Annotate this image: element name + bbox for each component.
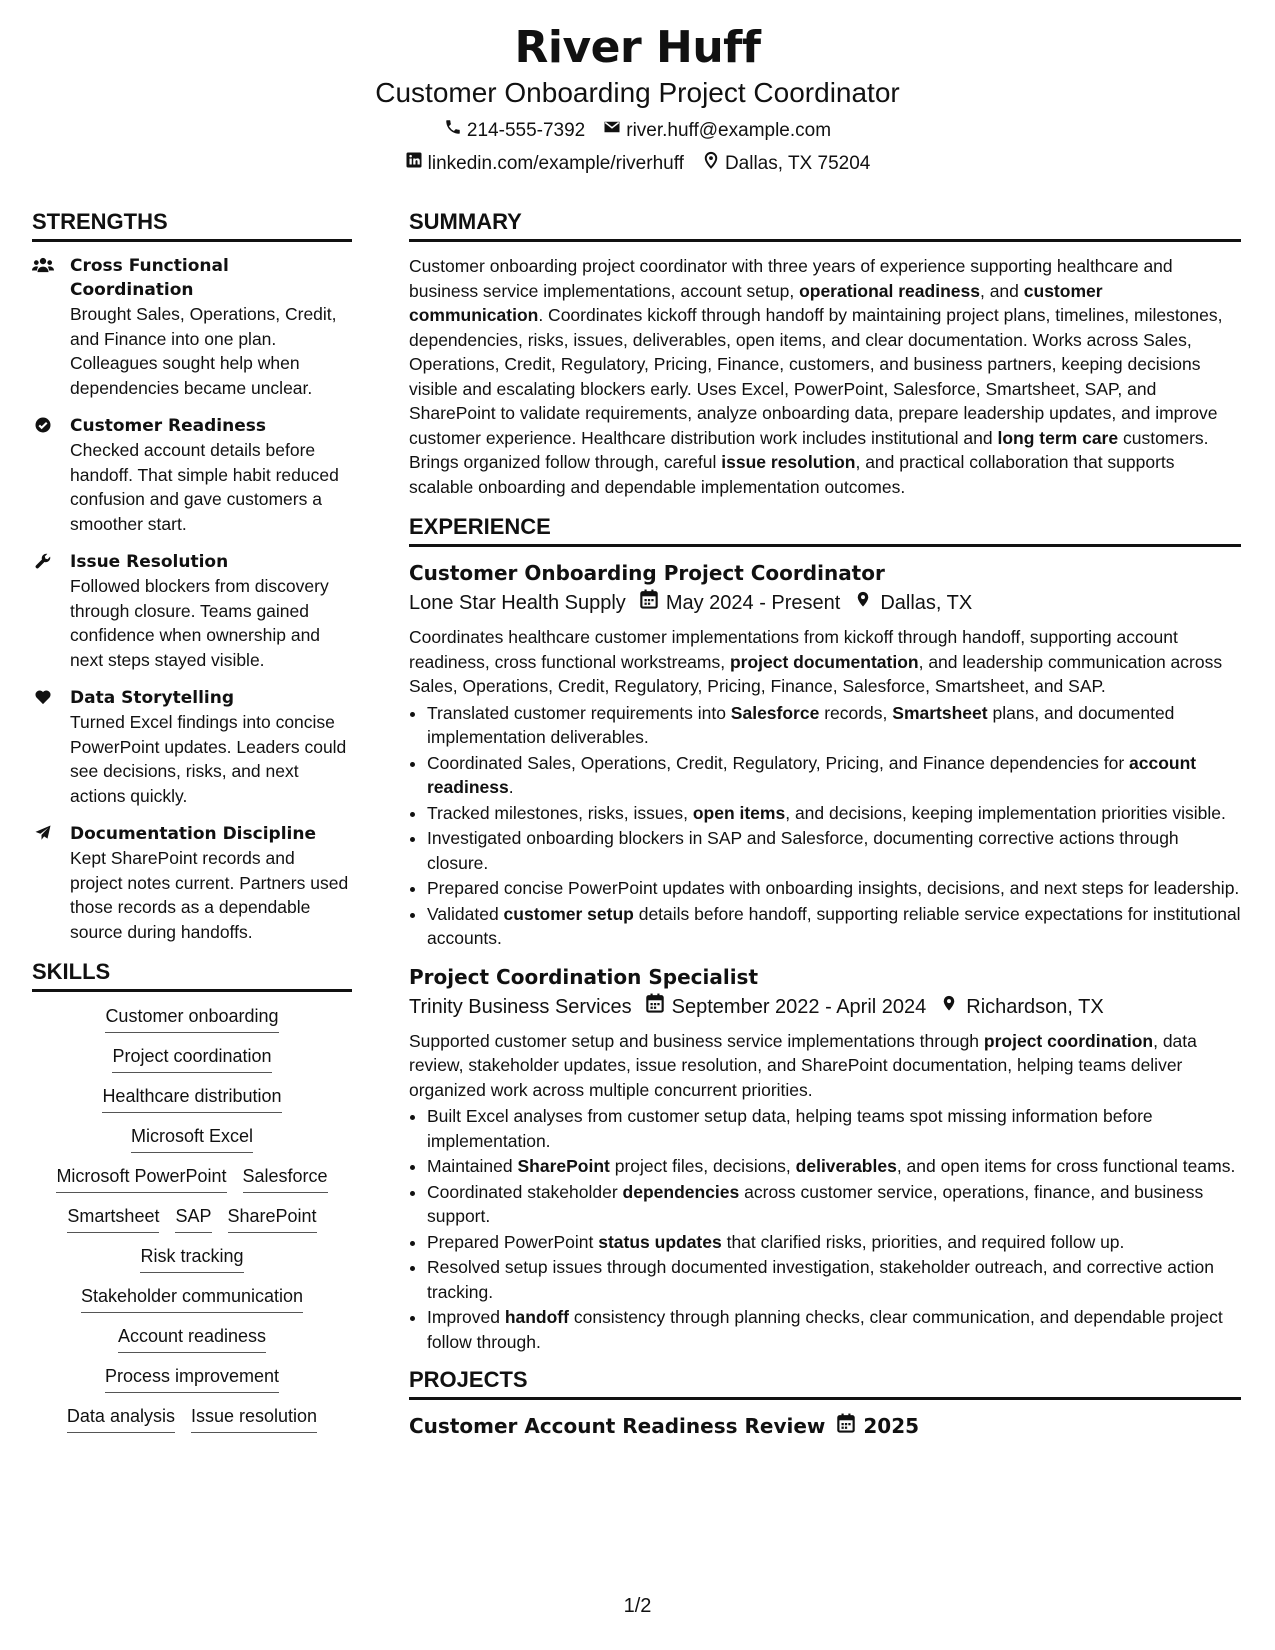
job-description: [409, 625, 1241, 699]
strength-description: Kept SharePoint records and project notes current. Partners used those records as a dependable source during handoffs.: [70, 848, 349, 942]
bold-text: open items: [692, 802, 786, 823]
job-dates: September 2022 - April 2024: [671, 995, 927, 1018]
strength-item: [32, 550, 352, 672]
phone-text: 214-555-7392: [466, 119, 586, 141]
map-pin-icon: [926, 993, 966, 1021]
skills-heading: SKILLS: [32, 958, 352, 992]
strength-title: Customer Readiness: [70, 416, 267, 436]
strength-description: Followed blockers from discovery through closure. Teams gained confidence when ownership and next steps stayed visible.: [70, 576, 329, 670]
summary-heading: SUMMARY: [409, 208, 1241, 242]
resume-header: [0, 22, 1275, 176]
experience-section: [409, 513, 1241, 1354]
text-segment: Coordinated stakeholder: [427, 1181, 623, 1202]
job-description: [409, 1029, 1241, 1103]
contact-row-2: [0, 151, 1275, 176]
job-bullet: [427, 701, 1241, 750]
skill-tag: Account readiness: [118, 1324, 266, 1353]
text-segment: Built Excel analyses from customer setup data, helping teams spot missing information before implementation.: [427, 1106, 1153, 1151]
job-bullet: [427, 751, 1241, 800]
job-bullet: [427, 1154, 1241, 1179]
bold-text: long term care: [997, 427, 1119, 448]
users-icon: [32, 254, 70, 400]
email-text: river.huff@example.com: [626, 119, 832, 141]
text-segment: , and: [979, 280, 1024, 301]
skill-tag: Data analysis: [67, 1404, 175, 1433]
text-segment: Investigated onboarding blockers in SAP and Salesforce, documenting corrective actions through closure.: [427, 828, 1179, 873]
heart-icon: [32, 686, 70, 808]
job-bullets: [409, 1104, 1241, 1354]
job-bullet: [427, 1230, 1241, 1255]
text-segment: Translated customer requirements into: [427, 702, 731, 723]
phone-icon: [444, 118, 462, 143]
text-segment: , and decisions, keeping implementation priorities visible.: [785, 802, 1226, 823]
skill-tag: SAP: [175, 1204, 211, 1233]
job-bullet: [427, 1255, 1241, 1304]
text-segment: . Coordinates kickoff through handoff by maintaining project plans, timelines, milestones, dependencies, risks, issues, deliverables, open items, and clear documentation. Works across Sales, Operations, Credit, Regulatory, Pricing, Finance, customers, and business partners, keeping decisions visible and escalating blockers early. Uses Excel, PowerPoint, Salesforce, Smartsheet, SAP, and SharePoint to validate requirements, analyze onboarding data, prepare leadership updates, and improve customer experience. Healthcare distribution work includes institutional and: [409, 305, 1223, 448]
bold-text: operational readiness: [799, 280, 980, 301]
job-bullet: [427, 801, 1241, 826]
strength-title: Documentation Discipline: [70, 824, 316, 844]
strength-description: Turned Excel findings into concise PowerPoint updates. Leaders could see decisions, risks, and next actions quickly.: [70, 712, 347, 806]
bold-text: status updates: [598, 1231, 722, 1252]
skill-tag: Microsoft PowerPoint: [56, 1164, 226, 1193]
skill-row: [32, 1284, 352, 1313]
bold-text: Salesforce: [730, 702, 820, 723]
text-segment: , and practical collaboration that supports scalable onboarding and dependable implementation outcomes.: [409, 452, 1175, 497]
bold-text: issue resolution: [721, 452, 856, 472]
skill-row: [32, 1204, 352, 1233]
skill-tag: Salesforce: [243, 1164, 328, 1193]
text-segment: that clarified risks, priorities, and required follow up.: [721, 1231, 1125, 1252]
location-text: Dallas, TX 75204: [724, 152, 871, 174]
contact-row-1: [0, 118, 1275, 143]
bold-text: dependencies: [622, 1181, 740, 1202]
text-segment: plans, and documented implementation deliverables.: [427, 702, 1175, 747]
calendar-icon: [825, 1412, 863, 1440]
text-segment: , data review, stakeholder updates, issue resolution, and SharePoint documentation, helping teams deliver organized work across multiple concurrent priorities.: [409, 1030, 1197, 1100]
location-contact: [702, 151, 870, 176]
job-title: Project Coordination Specialist: [409, 964, 759, 989]
skill-tag: Issue resolution: [191, 1404, 317, 1433]
skill-tag: Project coordination: [112, 1044, 271, 1073]
skills-list: [32, 1004, 352, 1433]
text-segment: project files, decisions,: [609, 1156, 796, 1176]
text-segment: Supported customer setup and business service implementations through: [409, 1030, 984, 1051]
email-contact[interactable]: [603, 118, 831, 143]
job-entry: [409, 963, 1241, 1355]
skill-row: [32, 1124, 352, 1153]
job-meta: [409, 589, 1241, 617]
map-pin-icon: [840, 589, 880, 617]
left-column: [32, 208, 352, 1433]
calendar-icon: [632, 993, 672, 1021]
strength-title: Cross Functional Coordination: [70, 256, 229, 300]
strength-item: [32, 822, 352, 944]
candidate-title: Customer Onboarding Project Coordinator: [375, 77, 900, 108]
job-bullet: [427, 1180, 1241, 1229]
company-name: Lone Star Health Supply: [409, 592, 626, 614]
skill-row: [32, 1364, 352, 1393]
text-segment: Coordinates healthcare customer implementations from kickoff through handoff, supporting account readiness, cross functional workstreams,: [409, 627, 1178, 672]
skill-tag: Smartsheet: [67, 1204, 159, 1233]
text-segment: customers. Brings organized follow through, careful: [409, 427, 1209, 472]
text-segment: records,: [819, 702, 893, 723]
skill-tag: SharePoint: [228, 1204, 317, 1233]
strength-title: Data Storytelling: [70, 688, 235, 708]
skill-tag: Healthcare distribution: [102, 1084, 281, 1113]
map-pin-icon: [702, 151, 720, 176]
strength-item: [32, 686, 352, 808]
bold-text: project documentation: [729, 651, 919, 672]
bold-text: handoff: [504, 1307, 569, 1327]
text-segment: Validated: [427, 903, 504, 924]
skill-tag: Microsoft Excel: [131, 1124, 253, 1153]
summary-text: [409, 254, 1241, 499]
text-segment: consistency through planning checks, clear communication, and dependable project follow through.: [427, 1307, 1223, 1352]
skill-tag: Process improvement: [105, 1364, 279, 1393]
text-segment: .: [508, 777, 514, 797]
project-title: Customer Account Readiness Review: [409, 1414, 826, 1438]
job-location: Dallas, TX: [880, 592, 973, 614]
job-location: Richardson, TX: [966, 995, 1104, 1018]
skill-tag: Stakeholder communication: [81, 1284, 303, 1313]
calendar-icon: [626, 589, 666, 617]
projects-section: [409, 1366, 1241, 1440]
bold-text: deliverables: [795, 1156, 897, 1176]
candidate-name: River Huff: [514, 22, 761, 73]
paper-plane-icon: [32, 822, 70, 944]
linkedin-text: linkedin.com/example/riverhuff: [427, 152, 684, 174]
projects-heading: PROJECTS: [409, 1366, 1241, 1400]
job-title: Customer Onboarding Project Coordinator: [409, 561, 885, 585]
strength-item: [32, 414, 352, 536]
job-bullets: [409, 701, 1241, 951]
strength-description: Brought Sales, Operations, Credit, and Finance into one plan. Colleagues sought help when dependencies became unclear.: [70, 304, 337, 398]
strength-item: [32, 254, 352, 400]
job-entry: [409, 559, 1241, 951]
wrench-icon: [32, 550, 70, 672]
strengths-section: [32, 208, 352, 944]
skill-row: [32, 1004, 352, 1033]
skill-row: [32, 1164, 352, 1193]
job-bullet: [427, 876, 1241, 901]
experience-heading: EXPERIENCE: [409, 513, 1241, 547]
envelope-icon: [603, 118, 621, 143]
skill-tag: Customer onboarding: [105, 1004, 278, 1033]
phone-contact[interactable]: [444, 118, 585, 143]
company-name: Trinity Business Services: [409, 995, 632, 1018]
skill-row: [32, 1044, 352, 1073]
text-segment: , and leadership communication across Sales, Operations, Credit, Regulatory, Pricing, Finance, Salesforce, Smartsheet, and SAP.: [409, 651, 1223, 696]
text-segment: Coordinated Sales, Operations, Credit, Regulatory, Pricing, and Finance dependencies for: [427, 752, 1130, 773]
job-bullet: [427, 1104, 1241, 1153]
bold-text: account readiness: [427, 752, 1197, 797]
job-bullet: [427, 902, 1241, 951]
project-entry: [409, 1412, 1241, 1440]
strengths-heading: STRENGTHS: [32, 208, 352, 242]
job-meta: [409, 993, 1241, 1021]
text-segment: Prepared PowerPoint: [427, 1231, 599, 1252]
skill-row: [32, 1324, 352, 1353]
text-segment: Tracked milestones, risks, issues,: [427, 802, 693, 823]
linkedin-contact[interactable]: [405, 151, 684, 176]
skill-row: [32, 1404, 352, 1433]
skills-section: [32, 958, 352, 1433]
text-segment: Maintained: [427, 1156, 518, 1176]
text-segment: Improved: [427, 1307, 505, 1327]
skill-row: [32, 1244, 352, 1273]
bold-text: Smartsheet: [892, 702, 988, 723]
text-segment: Resolved setup issues through documented investigation, stakeholder outreach, and corrective action tracking.: [427, 1257, 1214, 1302]
summary-section: [409, 208, 1241, 499]
skill-tag: Risk tracking: [140, 1244, 243, 1273]
strength-description: Checked account details before handoff. That simple habit reduced confusion and gave customers a smoother start.: [70, 440, 339, 534]
bold-text: customer communication: [409, 280, 1103, 325]
job-bullet: [427, 1305, 1241, 1354]
check-circle-icon: [32, 414, 70, 536]
linkedin-icon: [405, 151, 423, 176]
job-bullet: [427, 826, 1241, 875]
bold-text: SharePoint: [517, 1156, 610, 1176]
right-column: [409, 208, 1241, 1440]
text-segment: details before handoff, supporting reliable service expectations for institutional accounts.: [427, 903, 1241, 948]
text-segment: Prepared concise PowerPoint updates with onboarding insights, decisions, and next steps for leadership.: [427, 878, 1240, 898]
bold-text: project coordination: [983, 1030, 1154, 1051]
job-dates: May 2024 - Present: [665, 592, 841, 614]
skill-row: [32, 1084, 352, 1113]
text-segment: Customer onboarding project coordinator with three years of experience supporting healthcare and business service implementations, account setup,: [409, 256, 1173, 301]
text-segment: across customer service, operations, finance, and business support.: [427, 1181, 1204, 1226]
bold-text: customer setup: [503, 903, 634, 924]
text-segment: , and open items for cross functional teams.: [896, 1156, 1236, 1176]
page-number: 1/2: [623, 1595, 652, 1617]
strength-title: Issue Resolution: [70, 552, 229, 572]
project-year: 2025: [863, 1414, 920, 1438]
